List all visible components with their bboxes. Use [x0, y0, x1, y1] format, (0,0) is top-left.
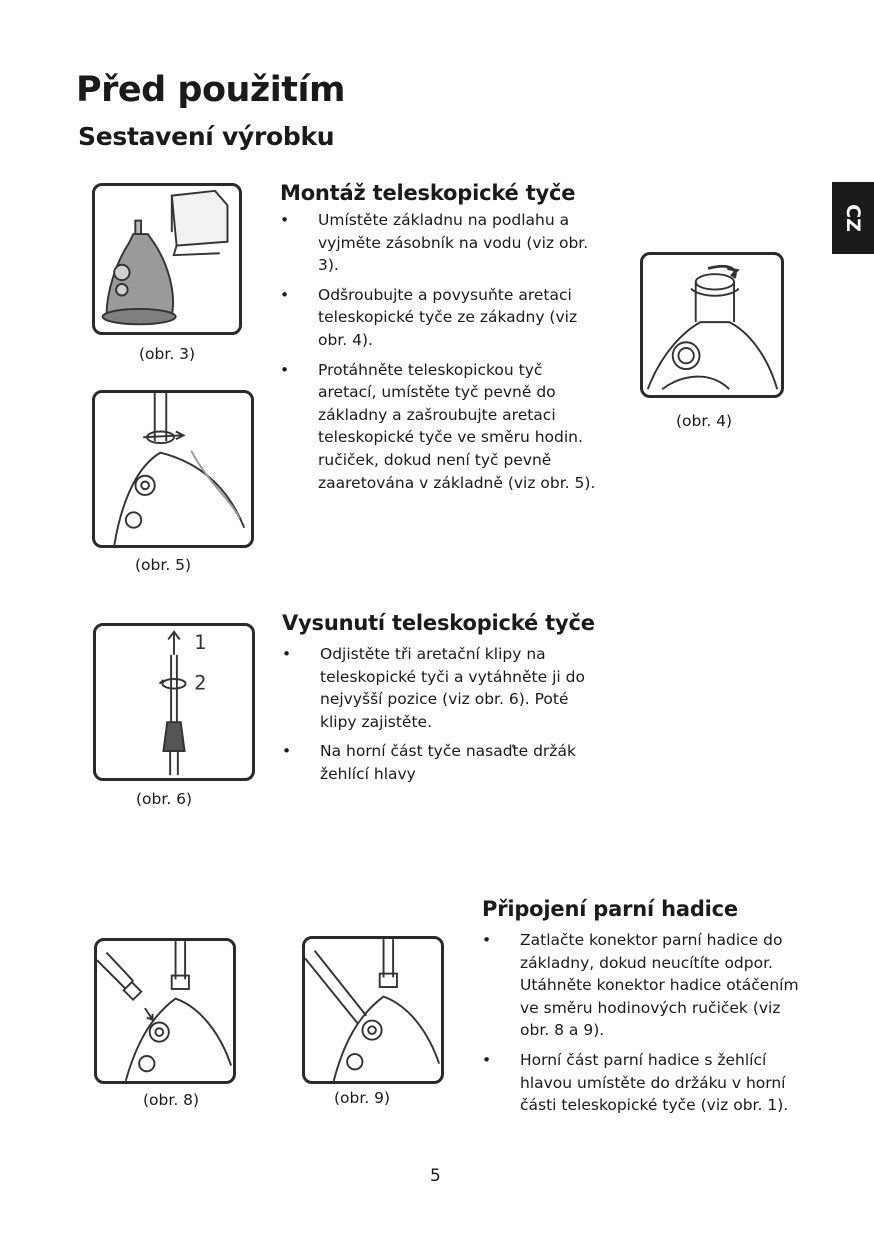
bullet-list-telescopic-extend — [282, 643, 598, 793]
list-item: • Horní část parní hadice s žehlící hlavou umístěte do držáku v horní části teleskopické tyče (viz obr. 1). — [482, 1049, 800, 1117]
figure-6-caption: (obr. 6) — [136, 790, 193, 808]
list-item: • Umístěte základnu na podlahu a vyjměte zásobník na vodu (viz obr. 3). — [280, 209, 596, 277]
language-tab-label: CZ — [842, 204, 864, 232]
figure-4-image — [640, 252, 784, 398]
list-item: • Protáhněte teleskopickou tyč aretací, umístěte tyč pevně do základny a zašroubujte aretaci teleskopické tyče ve směru hodin. ručiček, dokud není tyč pevně zaaretována v základně (viz obr. 5). — [280, 359, 596, 495]
bullet-list-telescopic-mount — [280, 209, 596, 501]
figure-8-caption: (obr. 8) — [143, 1091, 200, 1109]
list-item: • Na horní část tyče nasaďte držák žehlící hlavy — [282, 740, 598, 785]
list-item: • Zatlačte konektor parní hadice do základny, dokud neucítíte odpor. Utáhněte konektor hadice otáčením ve směru hodinových ručiček (viz obr. 8 a 9). — [482, 929, 800, 1042]
list-item: • Odjistěte tři aretační klipy na teleskopické tyči a vytáhněte ji do nejvyšší pozice (viz obr. 6). Poté klipy zajistěte. — [282, 643, 598, 733]
bullet-list-steam-hose — [482, 929, 800, 1124]
figure-4-caption: (obr. 4) — [676, 412, 733, 430]
figure-3-image — [92, 183, 242, 335]
figure-5-image — [92, 390, 254, 548]
figure-6-image — [93, 623, 255, 781]
section-heading-telescopic-mount: Montáž teleskopické tyče — [280, 181, 576, 205]
figure-3-caption: (obr. 3) — [139, 345, 196, 363]
list-item: • Odšroubujte a povysuňte aretaci teleskopické tyče ze zákadny (viz obr. 4). — [280, 284, 596, 352]
page-subtitle: Sestavení výrobku — [78, 122, 335, 151]
language-tab — [832, 182, 874, 254]
page-number: 5 — [430, 1166, 441, 1186]
section-heading-telescopic-extend: Vysunutí teleskopické tyče — [282, 611, 595, 635]
figure-6-step-2-label: 2 — [194, 671, 207, 695]
section-heading-steam-hose: Připojení parní hadice — [482, 897, 738, 921]
figure-8-image — [94, 938, 236, 1084]
figure-9-caption: (obr. 9) — [334, 1089, 391, 1107]
figure-6-step-1-label: 1 — [194, 631, 207, 655]
figure-5-caption: (obr. 5) — [135, 556, 192, 574]
figure-9-image — [302, 936, 444, 1084]
page-title: Před použitím — [76, 70, 345, 110]
